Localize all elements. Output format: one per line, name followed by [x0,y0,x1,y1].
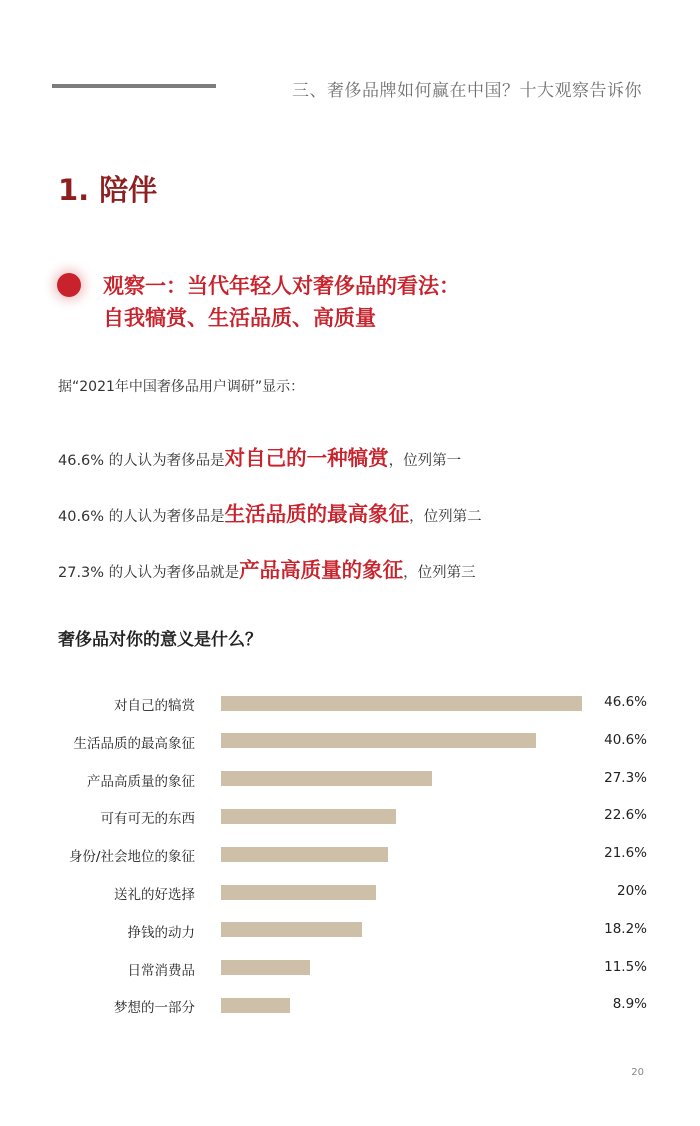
observation-heading-line2: 自我犒赏、生活品质、高质量 [103,306,376,330]
finding-highlight: 产品高质量的象征 [239,558,404,582]
bar-value-label: 11.5% [604,958,647,975]
chart-title: 奢侈品对你的意义是什么？ [58,630,262,650]
bar [221,998,290,1013]
section-title: 1. 陪伴 [58,173,158,207]
bar [221,847,388,862]
source-line: 据“2021年中国奢侈品用户调研”显示： [58,379,305,395]
bar [221,733,536,748]
finding-3 [58,553,476,583]
bar-value-label: 46.6% [604,694,647,710]
finding-suffix: ，位列第一 [388,453,462,469]
bar-value-label: 18.2% [604,920,647,937]
bar-value-label: 40.6% [604,731,647,748]
finding-prefix: 40.6% 的人认为奢侈品是 [58,509,225,525]
finding-suffix: ，位列第三 [403,565,476,581]
page-number: 20 [631,1067,644,1078]
bar-label: 送礼的好选择 [114,887,195,903]
finding-highlight: 生活品质的最高象征 [224,502,410,526]
bar [221,809,396,824]
bullet-dot-icon [57,273,81,297]
bar-value-label: 22.6% [604,807,647,824]
bar-value-label: 21.6% [604,845,647,862]
bar [221,922,362,937]
bar-label: 日常消费品 [127,962,195,979]
bar-chart [0,690,700,1030]
finding-suffix: ，位列第二 [409,509,482,525]
finding-highlight: 对自己的一种犒赏 [224,446,389,470]
finding-1 [58,441,461,471]
finding-prefix: 27.3% 的人认为奢侈品就是 [58,565,240,581]
header-rule [52,84,216,88]
bar [221,771,432,786]
header-title: 三、奢侈品牌如何赢在中国？十大观察告诉你 [292,81,642,101]
bar-label: 生活品质的最高象征 [73,735,195,752]
bar [221,960,310,975]
bar-label: 对自己的犒赏 [114,698,195,714]
observation-heading-line1: 观察一：当代年轻人对奢侈品的看法： [103,274,460,298]
bar [221,885,376,900]
bar-value-label: 20% [616,883,647,899]
bar-value-label: 8.9% [612,996,647,1013]
observation-heading [103,270,460,334]
bar-label: 梦想的一部分 [114,1000,195,1017]
finding-prefix: 46.6% 的人认为奢侈品是 [58,453,225,469]
bar-value-label: 27.3% [604,769,647,786]
finding-2 [58,497,482,527]
bar-label: 产品高质量的象征 [87,773,195,790]
bar [221,696,582,711]
bar-label: 可有可无的东西 [100,811,195,828]
bar-label: 挣钱的动力 [127,924,195,941]
bar-label: 身份/社会地位的象征 [68,849,195,866]
